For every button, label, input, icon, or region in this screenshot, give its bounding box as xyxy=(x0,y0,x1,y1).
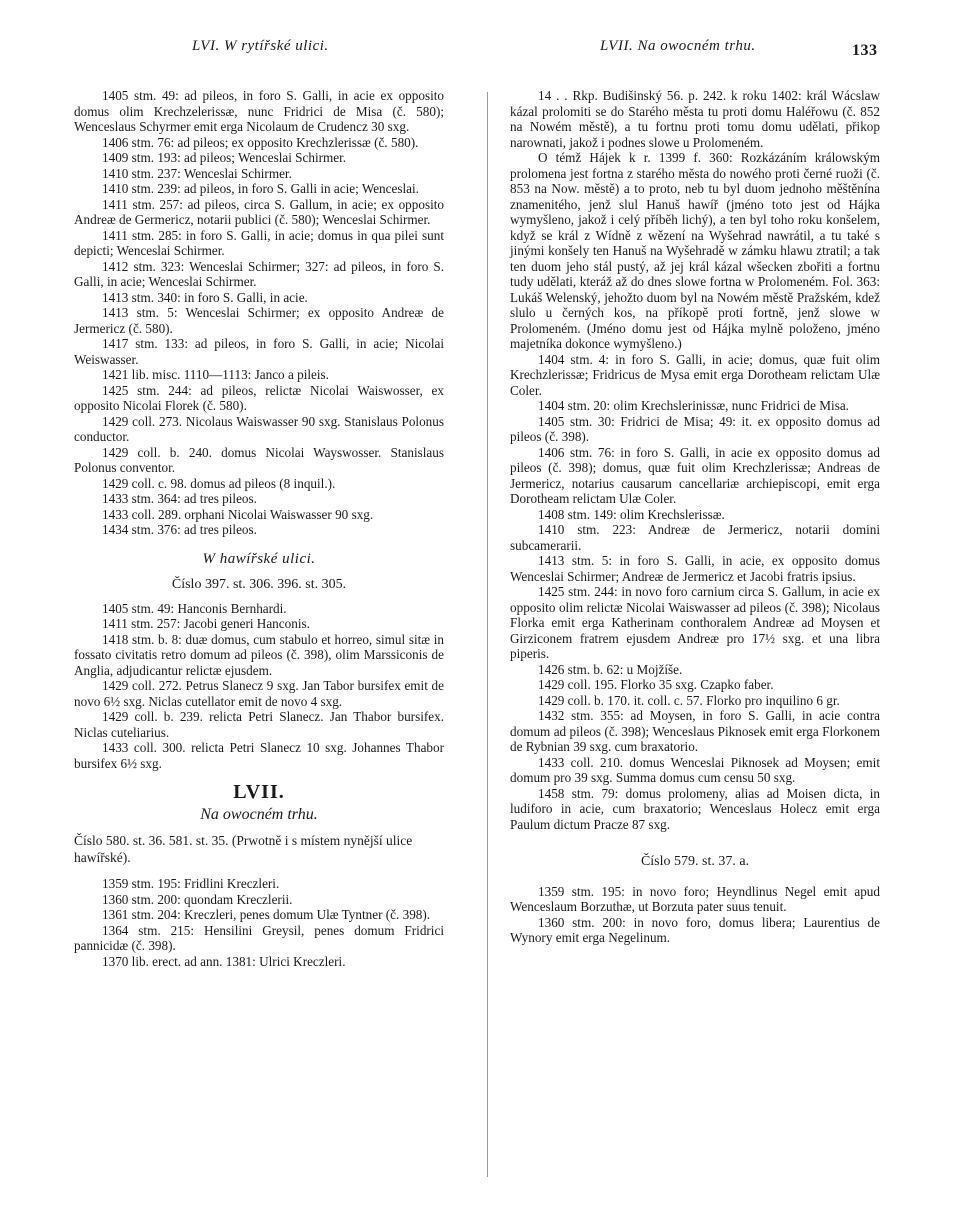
entry-paragraph: 1429 coll. 272. Petrus Slanecz 9 sxg. Jan Tabor bursifex emit de novo 6½ sxg. Niclas cutellator emit de novo 4 sxg. xyxy=(74,678,444,709)
section-title: W hawířské ulici. xyxy=(202,550,316,567)
left-entries-b xyxy=(74,601,444,772)
entry-paragraph: 1426 stm. b. 62: u Mojžíše. xyxy=(538,661,683,677)
entry-paragraph: 1433 stm. 364: ad tres pileos. xyxy=(102,491,257,506)
entry-paragraph: 1409 stm. 193: ad pileos; Wenceslai Schirmer. xyxy=(102,150,347,165)
right-section-numbers: Číslo 579. st. 37. a. xyxy=(640,854,750,869)
left-column xyxy=(74,88,444,969)
entry-paragraph: 1413 stm. 5: Wenceslai Schirmer; ex opposito Andreæ de Jermericz (č. 580). xyxy=(74,305,444,336)
number-note: Číslo 580. st. 36. 581. st. 35. (Prwotně i s místem nynější ulice hawířské). xyxy=(74,833,413,865)
entry-paragraph: 1429 coll. b. 240. domus Nicolai Wayswosser. Stanislaus Polonus conventor. xyxy=(74,444,444,475)
entry-paragraph: 1360 stm. 200: in novo foro, domus libera; Laurentius de Wynory emit erga Negelinum. xyxy=(510,914,880,945)
right-column xyxy=(510,88,880,946)
entry-paragraph: 1410 stm. 239: ad pileos, in foro S. Galli in acie; Wenceslai. xyxy=(102,181,419,196)
entry-paragraph: 1417 stm. 133: ad pileos, in foro S. Galli, in acie; Nicolai Weiswasser. xyxy=(74,336,444,367)
entry-paragraph: 1458 stm. 79: domus prolomeny, alias ad Moisen dicta, in ludiforo in acie, cum braxatorio; Wenceslaus Holecz emit erga Paulum dictum Pracze 87 sxg. xyxy=(510,785,880,832)
entry-paragraph: 1404 stm. 20: olim Krechslerinissæ, nunc Fridrici de Misa. xyxy=(538,398,849,413)
entry-paragraph: 1408 stm. 149: olim Krechslerissæ. xyxy=(538,506,725,522)
page-number: 133 xyxy=(852,42,878,59)
entry-paragraph: 1359 stm. 195: Fridlini Kreczleri. xyxy=(102,876,280,891)
running-header-right: LVII. Na owocném trhu. xyxy=(600,38,756,54)
entry-paragraph: 1425 stm. 244: in novo foro carnium circa S. Gallum, in acie ex opposito olim relictæ Nicolai Waiswasser ad pileos (č. 398); Nicolaus Florka emit erga Katherinam conthoralem Andreæ ad Moysen et Girziconem fratrem ejusdem Andreæ pro 17½ sxg. et una libra piperis. xyxy=(510,584,880,661)
entry-paragraph: 1405 stm. 30: Fridrici de Misa; 49: it. ex opposito domus ad pileos (č. 398). xyxy=(510,413,880,444)
section-numbers: Číslo 397. st. 306. 396. st. 305. xyxy=(171,577,347,592)
entry-paragraph: 1421 lib. misc. 1110—1113: Janco a pileis. xyxy=(102,367,329,382)
entry-paragraph: 1412 stm. 323: Wenceslai Schirmer; 327: ad pileos, in foro S. Galli, in acie; Wenceslai Schirmer. xyxy=(74,258,444,289)
left-entries-c xyxy=(74,876,444,969)
entry-paragraph: 1405 stm. 49: ad pileos, in foro S. Galli, in acie ex opposito domus olim Krechzelerissæ, nunc Fridrici de Misa (č. 580); Wenceslaus Schyrmer emit erga Nicolaum de Crudencz 30 sxg. xyxy=(74,88,444,134)
entry-paragraph: 1429 coll. b. 170. it. coll. c. 57. Florko pro inquilino 6 gr. xyxy=(538,692,840,708)
entry-paragraph: 1433 coll. 300. relicta Petri Slanecz 10 sxg. Johannes Thabor bursifex 6½ sxg. xyxy=(74,740,444,771)
entry-paragraph: 1410 stm. 223: Andreæ de Jermericz, notarii domini subcamerarii. xyxy=(510,522,880,553)
entry-paragraph: 1434 stm. 376: ad tres pileos. xyxy=(102,522,257,537)
entry-paragraph: 1433 coll. 289. orphani Nicolai Waiswasser 90 sxg. xyxy=(102,506,374,522)
entry-paragraph: 1405 stm. 49: Hanconis Bernhardi. xyxy=(102,600,287,616)
entry-paragraph: 1411 stm. 285: in foro S. Galli, in acie; domus in qua pilei sunt depicti; Wenceslai Schirmer. xyxy=(74,227,444,258)
right-entries-b xyxy=(510,884,880,946)
right-entries-a xyxy=(510,88,880,832)
entry-paragraph: 1433 coll. 210. domus Wenceslai Piknosek ad Moysen; emit domum pro 39 sxg. Summa domus cum censu 50 sxg. xyxy=(510,754,880,785)
entry-paragraph: 1410 stm. 237: Wenceslai Schirmer. xyxy=(102,165,292,181)
entry-paragraph: 1429 coll. c. 98. domus ad pileos (8 inquil.). xyxy=(102,475,336,491)
entry-paragraph: 1370 lib. erect. ad ann. 1381: Ulrici Kreczleri. xyxy=(102,953,346,969)
entry-paragraph: 1413 stm. 340: in foro S. Galli, in acie. xyxy=(102,289,308,305)
entry-paragraph: 1429 coll. 195. Florko 35 sxg. Czapko faber. xyxy=(538,677,774,692)
entry-paragraph: 1406 stm. 76: ad pileos; ex opposito Krechzlerissæ (č. 580). xyxy=(102,134,419,150)
entry-paragraph: 1429 coll. b. 239. relicta Petri Slanecz. Jan Thabor bursifex. Niclas cuteliarius. xyxy=(74,709,444,740)
chapter-subheading: Na owocném trhu. xyxy=(200,805,318,823)
entry-paragraph: 1425 stm. 244: ad pileos, relictæ Nicolai Waiswosser, ex opposito Nicolai Florek (č. 580). xyxy=(74,382,444,413)
entry-paragraph: 1429 coll. 273. Nicolaus Waiswasser 90 sxg. Stanislaus Polonus conductor. xyxy=(74,413,444,444)
entry-paragraph: O témž Hájek k r. 1399 f. 360: Rozkázáním králowským prolomena jest fortna z starého města do nowého proti černé ruoži (č. 853 na Now. městě) a to proto, neb tu byl duom jednoho měštěnína znamenitého, jenž slul Hanuš hawíř (jméno toto jest od Hájka wymyšleno, jakož i celý příběh lichý), a ten byl toho roku konšelem, když se král z Wídně z wězení na Wyšehrad nawrátil, a tu také s jinými konšely ten Hanuš na Wyšehradě w zámku hlawu ztratil; a tak ten duom jeho stál pustý, až jej král kázal wšecken zbořiti a fortnu tudy udělati, kteráž až do dnes slowe fortna w Prolomeném. Fol. 363: Lukáš Welenský, jehožto duom byl na Nowém městě Pražském, kdež slulo u černých kos, na příkopě proti fortně, jenž slowe w Prolomeném. (Jméno domu jest od Hájka mylně položeno, jméno majetníka dokonce wymyšleno.) xyxy=(510,150,880,351)
entry-paragraph: 1364 stm. 215: Hensilini Greysil, penes domum Fridrici pannicidæ (č. 398). xyxy=(74,922,444,953)
entry-paragraph: 1411 stm. 257: ad pileos, circa S. Gallum, in acie; ex opposito Andreæ de Germericz, notarii publici (č. 580); Wenceslai Schirmer. xyxy=(74,196,444,227)
entry-paragraph: 1413 stm. 5: in foro S. Galli, in acie, ex opposito domus Wenceslai Schirmer; Andreæ de Jermericz et Jacobi fratris ipsius. xyxy=(510,553,880,584)
entry-paragraph: 1418 stm. b. 8: duæ domus, cum stabulo et horreo, simul sitæ in fossato civitatis retro domum ad pileos (č. 398), olim Marssiconis de Anglia, adjudicantur relictæ ejusdem. xyxy=(74,631,444,678)
left-entries-a xyxy=(74,88,444,538)
entry-paragraph: 1360 stm. 200: quondam Kreczlerii. xyxy=(102,891,293,907)
column-divider xyxy=(487,92,488,1177)
chapter-heading: LVII. xyxy=(233,781,285,803)
entry-paragraph: 1406 stm. 76: in foro S. Galli, in acie ex opposito domus ad pileos (č. 398); domus, quæ fuit olim Krechzlerissæ; Andreas de Jermericz, notarius causarum cancellariæ archiepiscopi, emit erga Dorotheam relictam Ulæ Coler. xyxy=(510,444,880,506)
entry-paragraph: 1359 stm. 195: in novo foro; Heyndlinus Negel emit apud Wenceslaum Borzuthæ, ut Borzuta pater suus tenuit. xyxy=(510,883,880,914)
running-header-left: LVI. W rytířské ulici. xyxy=(192,38,329,54)
entry-paragraph: 14 . . Rkp. Budišinský 56. p. 242. k roku 1402: král Wácslaw kázal prolomiti se do Starého města tu proti domu Haléřowu (č. 852 na Nowém městě), a tu fortnu proti tomu domu udělati, přikop narownati, jakož i podnes slowe u Prolomeném. xyxy=(510,88,880,150)
entry-paragraph: 1361 stm. 204: Kreczleri, penes domum Ulæ Tyntner (č. 398). xyxy=(102,907,431,922)
entry-paragraph: 1432 stm. 355: ad Moysen, in foro S. Galli, in acie contra domum ad pileos (č. 398); Wenceslaus Piknosek emit erga Florkonem de Rybnian 39 sxg. cum braxatorio. xyxy=(510,708,880,754)
entry-paragraph: 1404 stm. 4: in foro S. Galli, in acie; domus, quæ fuit olim Krechzlerissæ; Fridricus de Mysa emit erga Dorotheam relictam Ulæ Coler. xyxy=(510,351,880,398)
entry-paragraph: 1411 stm. 257: Jacobi generi Hanconis. xyxy=(102,616,310,631)
